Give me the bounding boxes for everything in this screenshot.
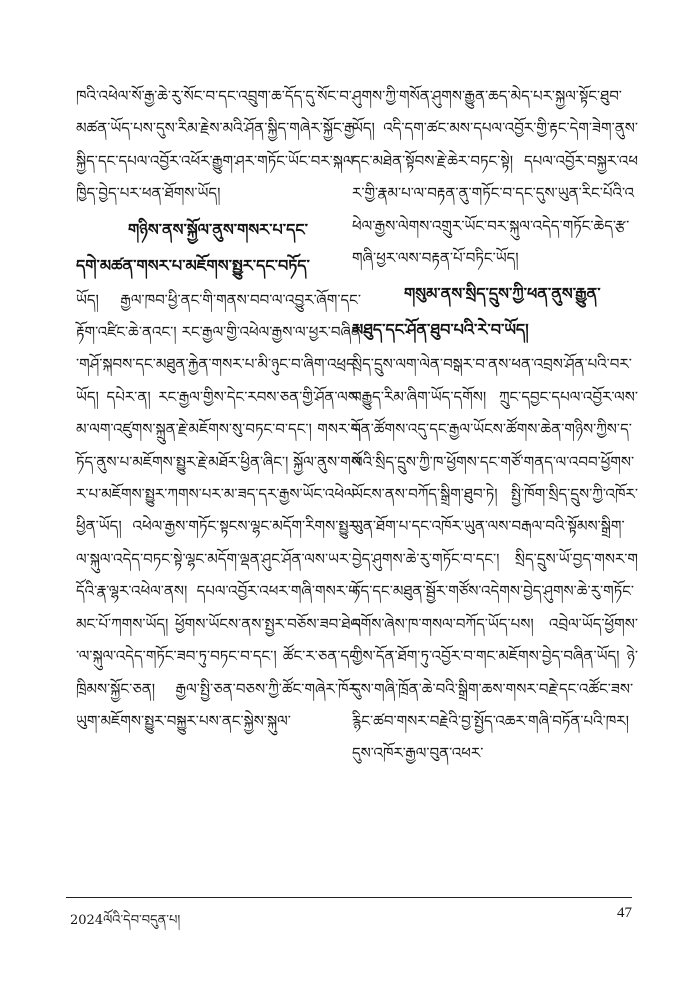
left-column	[76, 80, 361, 737]
right-section-heading	[352, 276, 638, 348]
left-paragraph-body: ཡོད། རྒྱལ་ཁབ་ཕྱི་ནང་གི་གནས་བབ་ལ་འབྱུར་ཞོག་དང་རྟོག་འཛིང་ཆེ་ནའང་། རང་རྒྱལ་གྱི་འཕེལ་རྒྱས་ལ་ཕྱར་བཞིན་གཤོ་སྐབས་དང་མཐུན་རྐྱེན་གསར་པ་མི་ཉུང་བ་ཞིག་འཕྲད་ཡོད། དཔེར་ན། རང་རྒྱལ་གྱིས་དེང་རབས་ཅན་གྱི་ཤོན་ལས་མ་ལག་འཛུགས་སྐྲུན་རྗེ་མཇོགས་སུ་བཏང་བ་དང་། གསར་གཏོད་ནུས་པ་མཇོགས་སྤྱུར་རྗེ་མཐོར་ཕྱིན་ཞིང་། སྐྱོལ་ནུས་གསར་པ་མཇོགས་སྤྱུར་ཀགས་པར་མ་ཟད་དར་རྒྱས་ཡོང་འཕེལ་ཕྱིན་ཡོད། འཕེལ་རྒྱས་གཏོང་སྟངས་ལྷང་མདོག་རིགས་སྤྱུར་ལ་སྐུལ་འདེད་བཏང་སྟེ་ལྷང་མདོག་ལྡན་ཤུང་ཤོན་ལས་ཡར་དོའི་རྣ་ལྷར་འཕེལ་ནས། དཔལ་འབྱོར་འཕར་གཞི་གསར་པ་མང་པོ་ཀགས་ཡོད། ཕྱོགས་ཡོངས་ནས་སྤྱར་བཅོས་ཟབ་ཐེལ་ལ་སྐུལ་འདེད་གཏོང་ཟབ་ཏུ་བཏང་བ་དང་། ཚོང་ར་ཅན་དང་ཁྲིམས་སྐྱོང་ཅན། རྒྱལ་སྤྱི་ཅན་བཅས་ཀྱི་ཚོང་གཞེར་ཁོར་ཡུག་མཇོགས་སྤྱུར་བསྐྱུར་པས་ནང་སྐྱེས་སྐུལ་	[76, 290, 361, 730]
right-column	[352, 80, 638, 770]
footer-issue-label: 2024ལོའི་དེབ་བདུན་པ།	[70, 913, 181, 928]
right-paragraph-body: སྲིད་དྲུས་ལག་ལེན་བསྒར་བ་ནས་ཕན་འབྲས་ཤོན་པའི་བར་བརྒྱུད་རིམ་ཞིག་ཡོད་དགོས། ཀྲུང་དབྱང་དཔལ་འབྱོར་ལས་དོན་ཚོགས་འདུ་དང་རྒྱལ་ཡོངས་ཚོགས་ཆེན་གཉིས་ཀྱིས་ད་ལོའི་སྲིད་དྲུས་ཀྱི་ཁ་ཕྱོགས་དང་གཙོ་གནད་ལ་འབབ་ཕྱོགས་ཡོངས་ནས་བཀོད་སྒྲིག་ཐུབ་ཏེ། སྤྱི་ཁོག་སྲིད་དྲུས་ཀྱི་འཁོར་ཡུན་ཐོག་པ་དང་འཁོར་ཡུན་ལས་བརྒལ་བའི་སྟོམས་སྒྲིག་བྱེད་ཤུགས་ཆེ་རུ་གཏོང་བ་དང་། སྲིད་དྲུས་ཡོ་བྱད་གསར་གཏོད་དང་མཐུན་སྦྱོར་གཙོས་འདེགས་བྱེད་ཤུགས་ཆེ་རུ་གཏོང་དགོས་ཞེས་ཁ་གསལ་བཀོད་ཡོད་པས། འབྲེལ་ཡོད་ཕྱོགས་ཀྱིས་དོན་ཐོག་ཏུ་འབྱོར་བ་གང་མཇོགས་བྱེད་བཞིན་ཡོད། ཉེ་དུས་གཞི་ཁྲོན་ཆེ་བའི་སྒྲིག་ཆས་གསར་བརྗེ་དང་འཚོང་ཟས་རྙིང་ཚབ་གསར་བརྗེའི་བྱ་སྤྱོད་འཆར་གཞི་བཏོན་པའི་ཁར། དུས་འཁོར་རྒྱལ་བུན་འཕར་	[352, 355, 638, 763]
footer-rule	[66, 897, 632, 898]
left-paragraph-continued: ཁའི་འཕེལ་སོ་རྒྱ་ཆེ་རུ་སོང་བ་དང་འབྲུག་ཆ་དོད་དུ་སོང་བ་མཚན་ཡོད་པས་དུས་རིམ་རྗེས་མའི་ཤོན་སྐྱིད་གཞེར་སྐྱོང་རྒྱ་སྐྱིད་དང་དཔལ་འབྱོར་འཕོར་རྒྱུག་ཤར་གཏོང་ཡོང་བར་སྐལ་ཁྱིད་བྱེད་པར་ཕན་ཐོགས་ཡོད།	[76, 87, 358, 203]
right-heading-line-2: མཐུད་དང་ཤོན་ཐུབ་པའི་རེ་བ་ཡོད།	[352, 320, 529, 340]
left-heading-line-1: གཉིས་ནས་སྐྱོལ་ནུས་གསར་པ་དང་	[128, 219, 308, 239]
left-section-heading	[76, 212, 361, 284]
right-paragraph-continued: ཤུགས་ཀྱི་གསོན་ཤུགས་རྒྱུན་ཆད་མེད་པར་སྐྱལ་སྟོང་ཐུབ་ཡོད། འདི་དག་ཚང་མས་དཔལ་འབྱོར་གྱི་རྟང་དེག་ཟེག་ནུས་དང་མཐེན་སྟོབས་རྗེ་ཆེར་བཏང་སྟེ། དཔལ་འབྱོར་བསྐྱར་འཕར་གྱི་རྣམ་པ་ལ་བརྟན་ནུ་གཏོང་བ་དང་དུས་ཡུན་རིང་པོའི་འཕེལ་རྒྱས་ལེགས་འགྲུར་ཡོང་བར་སྐུལ་འདེད་གཏོང་ཆེད་རྩ་གཞི་ཕྱར་ལས་བརྟན་པོ་བཏིང་ཡོད།	[352, 87, 638, 268]
left-heading-line-2: དགེ་མཚན་གསར་པ་མཇོགས་སྤྱུར་དང་བཏོད་	[76, 255, 310, 275]
right-heading-line-1: གསུམ་ནས་སྲིད་དྲུས་ཀྱི་ཕན་ནུས་རྒྱུན་	[404, 284, 601, 304]
page-number: 47	[617, 905, 632, 921]
